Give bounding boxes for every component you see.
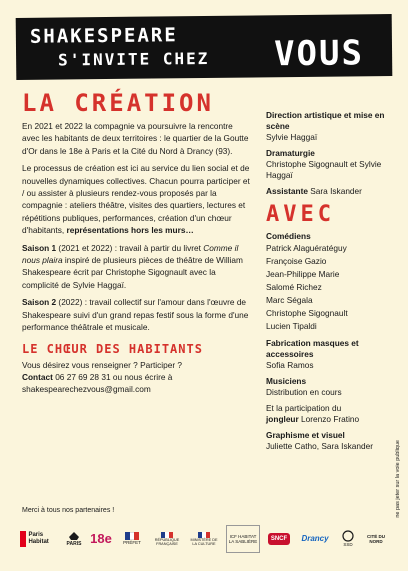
banner-line2: S'INVITE CHEZ — [58, 48, 210, 70]
banner-big-word: VOUS — [273, 33, 365, 75]
comediens-list: Comédiens Patrick Alaguératéguy Françoise Gazio Jean-Philippe Marie Salomé Richez Marc Ségala Christophe Sigognault Lucien Tipaldi — [266, 231, 390, 333]
right-column — [266, 110, 390, 457]
sncf-logo: SNCF — [266, 526, 292, 552]
partner-logos — [20, 524, 388, 554]
comedien-item: Patrick Alaguératéguy — [266, 243, 347, 253]
comedien-item: Christophe Sigognault — [266, 308, 348, 318]
creation-paragraph-1: En 2021 et 2022 la compagnie va poursuivre la rencontre avec les habitants de deux territoires : le quartier de la Goutte d'Or dans le 18e à Paris et la Cité du Nord à Drancy (93). — [22, 121, 249, 156]
credit-dramaturgie: Dramaturgie Christophe Sigognault et Sylvie Haggaï — [266, 148, 382, 180]
cite-du-nord-logo: CITÉ DU NORD — [367, 534, 385, 544]
title-banner — [16, 14, 393, 80]
icf-habitat-logo: ICF HABITAT LA SABLIÈRE — [226, 525, 260, 553]
comedien-item: Salomé Richez — [266, 282, 322, 292]
comedien-item: Jean-Philippe Marie — [266, 269, 340, 279]
contact-email[interactable]: shakespearechezvous@gmail.com — [22, 384, 151, 395]
mairie-18-logo: 18e — [90, 531, 112, 546]
paris-logo: PARIS — [64, 526, 84, 552]
comedien-item: Lucien Tipaldi — [266, 321, 317, 331]
credit-direction: Direction artistique et mise en scène Sylvie Haggaï — [266, 110, 385, 142]
republique-logo: RÉPUBLIQUE FRANÇAISE — [152, 526, 182, 552]
footer-vertical-note: ne pas jeter sur la voie publique — [395, 440, 401, 518]
credit-jongleur: Et la participation du jongleur Lorenzo Fratino — [266, 403, 360, 424]
banner-line1: SHAKESPEARE — [29, 24, 178, 48]
creation-paragraph-2: Le processus de création est ici au service du lien social et de nouvelles dynamiques collectives. Chacun pourra participer et / ou assister à plusieurs rendez-vous proposés par la compagnie : ateliers théâtre, visites des quartiers, lectures et répétitions publiques, performances, création d'un chœur d'habitants, représentations hors les murs… — [22, 163, 250, 236]
creation-title: LA CRÉATION — [22, 89, 214, 117]
credit-fabrication: Fabrication masques et accessoires Sofia Ramos — [266, 338, 359, 370]
choeur-info: Vous désirez vous renseigner ? Participer ? Contact 06 27 69 28 31 ou nous écrire à shakespearechezvous@gmail.com — [22, 359, 183, 395]
comedien-item: Françoise Gazio — [266, 256, 327, 266]
comedien-item: Marc Ségala — [266, 295, 313, 305]
ministere-culture-logo: MINISTÈRE DE LA CULTURE — [188, 526, 220, 552]
credit-assistante: Assistante Sara Iskander — [266, 186, 362, 196]
left-column — [22, 90, 250, 396]
saison-2: Saison 2 (2022) : travail collectif sur l'amour dans l'œuvre de Shakespeare suivi d'un grand repas festif sous la forme d'une performance théâtrale et musicale. — [22, 297, 249, 333]
saison-1: Saison 1 (2021 et 2022) : travail à partir du livret Comme il nous plaira inspiré de plusieurs pièces de théâtre de William Shakespeare écrit par Christophe Sigognault avec la complicité de Sylvie Haggaï. — [22, 242, 243, 290]
paris-habitat-logo: Paris Habitat — [20, 526, 58, 552]
ssd-logo: SSD — [338, 526, 358, 552]
prefet-logo: PRÉFET — [118, 526, 146, 552]
drancy-logo: Drancy — [301, 534, 329, 543]
credit-musiciens: Musiciens Distribution en cours — [266, 376, 342, 397]
choeur-title: LE CHŒUR DES HABITANTS — [22, 341, 203, 356]
credit-graphisme: Graphisme et visuel Juliette Catho, Sara Iskander — [266, 430, 373, 451]
avec-title: AVEC — [266, 202, 335, 227]
partners-label: Merci à tous nos partenaires ! — [22, 507, 115, 514]
